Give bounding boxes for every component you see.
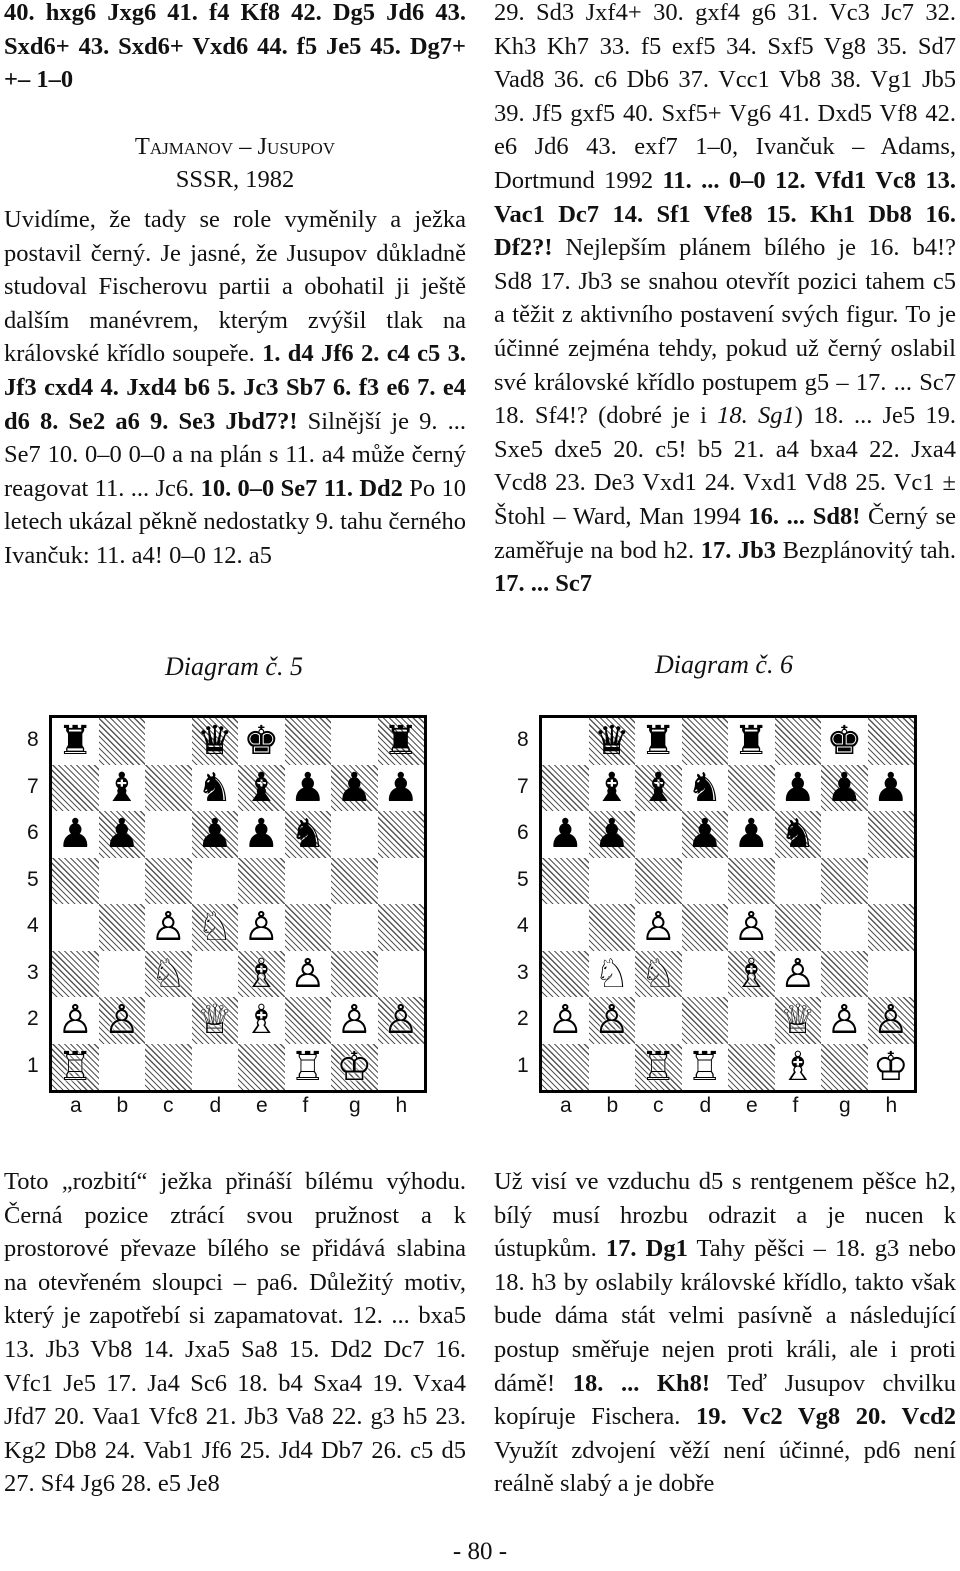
file-label: b bbox=[606, 1094, 619, 1117]
file-label: h bbox=[885, 1094, 898, 1117]
board-square bbox=[821, 904, 868, 951]
board-square bbox=[331, 858, 378, 905]
board-square bbox=[589, 904, 636, 951]
board-square bbox=[868, 904, 915, 951]
file-label: d bbox=[699, 1094, 712, 1117]
annotation-text: 29. Sd3 Jxf4+ 30. gxf4 g6 31. Vc3 Jc7 32. Kh3 Kh7 33. f5 exf5 34. Sxf5 Vg8 35. Sd7 Vad8 36. c6 Db6 37. Vcc1 Vb8 38. Vg1 Jb5 39. Jf5 gxf5 40. Sxf5+ Vg6 41. Dxd5 Vf8 42. e6 Jd6 43. exf7 1–0, Ivančuk – Adams, Dortmund 1992 bbox=[494, 0, 956, 194]
board-square bbox=[378, 1044, 425, 1091]
annotation-text: ) 18. ... Je5 19. Sxe5 dxe5 20. c5! b5 21. a4 bxa4 22. Jxa4 Vcd8 23. De3 Vxd1 24. Vxd1 Vd8 25. Vc1 ± Štohl – Ward, Man 1994 bbox=[494, 402, 957, 530]
board-square bbox=[821, 811, 868, 858]
board-square bbox=[821, 858, 868, 905]
game-annotation-continued bbox=[494, 0, 956, 601]
white-pawn-icon: ♙ bbox=[57, 997, 94, 1044]
white-knight-icon: ♘ bbox=[640, 950, 677, 997]
board-square bbox=[99, 951, 146, 998]
board-square bbox=[331, 811, 378, 858]
black-knight-icon: ♞ bbox=[196, 764, 233, 811]
rank-label: 3 bbox=[517, 960, 529, 984]
move-text-bold: 40. hxg6 Jxg6 41. f4 Kf8 42. Dg5 Jd6 43. Sxd6+ 43. Sxd6+ Vxd6 44. f5 Je5 45. Dg7+ +– 1–0 bbox=[4, 0, 466, 94]
annotation-text: Už visí ve vzduchu d5 s rentgenem pěšce h2, bílý musí hrozbu odrazit a je nucen k ústupkům. bbox=[494, 1168, 956, 1263]
game-title: Tajmanov – Jusupov bbox=[134, 132, 336, 160]
black-pawn-icon: ♟ bbox=[872, 764, 909, 811]
black-pawn-icon: ♟ bbox=[382, 764, 419, 811]
board-square bbox=[635, 858, 682, 905]
board-square bbox=[821, 1044, 868, 1091]
white-knight-icon: ♘ bbox=[150, 950, 187, 997]
file-label: e bbox=[256, 1094, 268, 1117]
board-square bbox=[145, 858, 192, 905]
board-square bbox=[378, 951, 425, 998]
white-pawn-icon: ♙ bbox=[733, 904, 770, 951]
diagram-5-caption: Diagram č. 5 bbox=[165, 652, 303, 681]
board-square bbox=[285, 718, 332, 765]
board-square bbox=[145, 997, 192, 1044]
annotation-text: Černý se zaměřuje na bod h2. bbox=[494, 502, 956, 564]
board-square bbox=[238, 858, 285, 905]
board-square bbox=[635, 811, 682, 858]
black-king-icon: ♚ bbox=[826, 718, 863, 765]
white-rook-icon: ♖ bbox=[289, 1043, 326, 1090]
board-square bbox=[775, 858, 822, 905]
board-square bbox=[868, 858, 915, 905]
annotation-text: Teď Jusupov chvilku kopíruje Fischera. bbox=[494, 1369, 957, 1431]
diagram-6-caption: Diagram č. 6 bbox=[655, 650, 793, 679]
annotation-left-bottom bbox=[4, 1165, 466, 1501]
black-queen-icon: ♛ bbox=[196, 718, 233, 765]
white-bishop-icon: ♗ bbox=[243, 997, 280, 1044]
board-square bbox=[682, 718, 729, 765]
annotation-right-bottom bbox=[494, 1165, 956, 1501]
board-square bbox=[145, 1044, 192, 1091]
black-knight-icon: ♞ bbox=[779, 811, 816, 858]
annotation-text: Uvidíme, že tady se role vyměnily a ježka postavil černý. Je jasné, že Jusupov důkladně studoval Fischerovu partii a obohatil ji ještě dalším manévrem, kterým zvýšil tlak na královské křídlo soupeře. bbox=[4, 205, 466, 368]
board-square bbox=[868, 951, 915, 998]
move-text-bold: 17. Jb3 bbox=[700, 536, 777, 564]
board-square bbox=[378, 904, 425, 951]
move-text-bold: 17. Dg1 bbox=[605, 1235, 688, 1263]
rank-label: 1 bbox=[517, 1053, 529, 1077]
board-square bbox=[682, 858, 729, 905]
black-pawn-icon: ♟ bbox=[103, 811, 140, 858]
board-square bbox=[589, 858, 636, 905]
board-square bbox=[728, 997, 775, 1044]
black-pawn-icon: ♟ bbox=[733, 811, 770, 858]
move-text-bold: 1. d4 Jf6 2. c4 c5 3. Jf3 cxd4 4. Jxd4 b6 5. Jc3 Sb7 6. f3 e6 7. e4 d6 8. Se2 a6 9. Se3 Jbd7?! bbox=[4, 340, 466, 435]
file-label: b bbox=[116, 1094, 129, 1117]
white-pawn-icon: ♙ bbox=[150, 904, 187, 951]
board-square bbox=[635, 997, 682, 1044]
file-label: d bbox=[209, 1094, 222, 1117]
annotation-text: Toto „rozbití“ ježka přináší bílému výhodu. Černá pozice ztrácí svou pružnost a k prostorové převaze bílého se přidává slabina na otevřeném sloupci – pa6. Důležitý motiv, který je zapotřebí si zapamatovat. 12. ... bxa5 13. Jb3 Vb8 14. Jxa5 Sa8 15. Dd2 Dc7 16. Vfc1 Je5 17. Ja4 Sc6 18. b4 Sxa4 19. Vxa4 Jfd7 20. Vaa1 Vfc8 21. Jb3 Va8 22. g3 h5 23. Kg2 Db8 24. Vab1 Jf6 25. Jd4 Db7 26. c5 d5 27. Sf4 Jg6 28. e5 Je8 bbox=[4, 1168, 466, 1498]
white-pawn-icon: ♙ bbox=[382, 997, 419, 1044]
annotation-text: Tahy pěšci – 18. g3 nebo 18. h3 by oslabily královské křídlo, takto však bude dáma stát velmi pasívně a následující postup směřuje nejen proti králi, ale i proti dámě! bbox=[494, 1235, 956, 1397]
rank-label: 1 bbox=[27, 1053, 39, 1077]
board-square bbox=[238, 1044, 285, 1091]
left-column-top bbox=[4, 0, 466, 573]
right-column-bottom bbox=[494, 1165, 956, 1501]
board-square bbox=[99, 718, 146, 765]
board-square bbox=[682, 951, 729, 998]
file-label: e bbox=[746, 1094, 758, 1117]
file-label: g bbox=[839, 1094, 851, 1117]
white-pawn-icon: ♙ bbox=[593, 997, 630, 1044]
white-queen-icon: ♕ bbox=[779, 997, 816, 1044]
move-text-italic: 18. Sg1 bbox=[717, 402, 795, 430]
board-square bbox=[682, 904, 729, 951]
move-text-bold: 11. ... 0–0 12. Vfd1 Vc8 13. Vac1 Dc7 14. Sf1 Vfe8 15. Kh1 Db8 16. Df2?! bbox=[494, 166, 957, 262]
board-square bbox=[145, 811, 192, 858]
board-square bbox=[192, 858, 239, 905]
board-square bbox=[99, 904, 146, 951]
black-bishop-icon: ♝ bbox=[593, 764, 630, 811]
black-pawn-icon: ♟ bbox=[243, 811, 280, 858]
annotation-text: Bezplánovitý tah. bbox=[776, 536, 956, 564]
page-number: - 80 - bbox=[452, 1538, 508, 1565]
black-queen-icon: ♛ bbox=[593, 718, 630, 765]
file-label: a bbox=[560, 1094, 572, 1117]
move-text-bold: 17. ... Sc7 bbox=[494, 570, 592, 598]
file-label: f bbox=[302, 1094, 309, 1117]
board-square bbox=[542, 1044, 589, 1091]
board-square bbox=[775, 904, 822, 951]
board-square bbox=[868, 718, 915, 765]
black-pawn-icon: ♟ bbox=[593, 811, 630, 858]
white-pawn-icon: ♙ bbox=[826, 997, 863, 1044]
chess-diagram-6 bbox=[539, 715, 917, 1093]
black-pawn-icon: ♟ bbox=[57, 811, 94, 858]
annotation-text: Využít zdvojení věží není účinné, pd6 není reálně slabý a je dobře bbox=[494, 1436, 956, 1498]
file-label: a bbox=[70, 1094, 82, 1117]
left-column-bottom bbox=[4, 1165, 466, 1501]
right-column-top bbox=[494, 0, 956, 601]
black-rook-icon: ♜ bbox=[382, 718, 419, 765]
board-square bbox=[542, 951, 589, 998]
board-square bbox=[542, 904, 589, 951]
black-pawn-icon: ♟ bbox=[547, 811, 584, 858]
white-bishop-icon: ♗ bbox=[779, 1043, 816, 1090]
black-knight-icon: ♞ bbox=[686, 764, 723, 811]
white-pawn-icon: ♙ bbox=[779, 950, 816, 997]
board-square bbox=[868, 811, 915, 858]
board-square bbox=[192, 1044, 239, 1091]
file-label: c bbox=[163, 1094, 174, 1117]
rank-label: 5 bbox=[517, 867, 529, 891]
file-label: f bbox=[792, 1094, 799, 1117]
black-bishop-icon: ♝ bbox=[243, 764, 280, 811]
board-square bbox=[378, 858, 425, 905]
board-square bbox=[775, 718, 822, 765]
rank-label: 6 bbox=[27, 821, 39, 844]
board-square bbox=[542, 858, 589, 905]
black-pawn-icon: ♟ bbox=[196, 811, 233, 858]
black-rook-icon: ♜ bbox=[57, 718, 94, 765]
board-square bbox=[145, 718, 192, 765]
white-pawn-icon: ♙ bbox=[289, 950, 326, 997]
board-square bbox=[331, 904, 378, 951]
annotation-text: Nejlepším plánem bílého je 16. b4!? Sd8 17. Jb3 se snahou otevřít pozici tahem c5 a těžit z aktivního postavení svých figur. To je účinné zejména tehdy, pokud už černý oslabil své královské křídlo postupem g5 – 17. ... Sc7 18. Sf4!? (dobré je i bbox=[494, 234, 956, 430]
white-king-icon: ♔ bbox=[336, 1043, 373, 1090]
black-pawn-icon: ♟ bbox=[336, 764, 373, 811]
rank-label: 4 bbox=[27, 914, 39, 937]
black-bishop-icon: ♝ bbox=[103, 764, 140, 811]
white-pawn-icon: ♙ bbox=[547, 997, 584, 1044]
board-square bbox=[52, 858, 99, 905]
white-pawn-icon: ♙ bbox=[336, 997, 373, 1044]
white-king-icon: ♔ bbox=[872, 1043, 909, 1090]
game-continuation bbox=[4, 0, 466, 97]
white-pawn-icon: ♙ bbox=[640, 904, 677, 951]
white-knight-icon: ♘ bbox=[593, 950, 630, 997]
board-square bbox=[285, 858, 332, 905]
black-pawn-icon: ♟ bbox=[779, 764, 816, 811]
board-square bbox=[52, 904, 99, 951]
black-rook-icon: ♜ bbox=[733, 718, 770, 765]
black-pawn-icon: ♟ bbox=[686, 811, 723, 858]
rank-label: 3 bbox=[27, 960, 39, 984]
board-square bbox=[728, 858, 775, 905]
white-rook-icon: ♖ bbox=[686, 1043, 723, 1090]
rank-label: 6 bbox=[517, 821, 529, 844]
black-pawn-icon: ♟ bbox=[826, 764, 863, 811]
annotation-text: Po 10 letech ukázal pěkně nedostatky 9. tahu černého Ivančuk: 11. a4! 0–0 12. a5 bbox=[4, 474, 466, 569]
board-square bbox=[378, 811, 425, 858]
black-pawn-icon: ♟ bbox=[289, 764, 326, 811]
board-square bbox=[99, 858, 146, 905]
rank-label: 5 bbox=[27, 867, 39, 891]
rank-label: 4 bbox=[517, 914, 529, 937]
board-square bbox=[728, 1044, 775, 1091]
white-pawn-icon: ♙ bbox=[243, 904, 280, 951]
game-annotation bbox=[4, 203, 466, 573]
board-square bbox=[542, 765, 589, 812]
board-square bbox=[192, 951, 239, 998]
white-bishop-icon: ♗ bbox=[733, 950, 770, 997]
board-square bbox=[285, 997, 332, 1044]
rank-label: 2 bbox=[517, 1007, 529, 1030]
black-rook-icon: ♜ bbox=[640, 718, 677, 765]
white-rook-icon: ♖ bbox=[640, 1043, 677, 1090]
move-text-bold: 10. 0–0 Se7 11. Dd2 bbox=[200, 474, 403, 502]
board-square bbox=[331, 951, 378, 998]
file-label: g bbox=[349, 1094, 361, 1117]
move-text-bold: 18. ... Kh8! bbox=[572, 1369, 710, 1397]
board-square bbox=[331, 718, 378, 765]
board-square bbox=[682, 997, 729, 1044]
rank-label: 2 bbox=[27, 1007, 39, 1030]
board-square bbox=[542, 718, 589, 765]
board-square bbox=[52, 951, 99, 998]
board-square bbox=[145, 765, 192, 812]
board-square bbox=[728, 765, 775, 812]
board-square bbox=[99, 1044, 146, 1091]
rank-label: 7 bbox=[27, 774, 39, 798]
chess-diagram-5 bbox=[49, 715, 427, 1093]
file-label: h bbox=[395, 1094, 408, 1117]
file-label: c bbox=[653, 1094, 664, 1117]
game-place: SSSR, 1982 bbox=[175, 166, 295, 194]
annotation-text: Silnější je 9. ... Se7 10. 0–0 0–0 a na plán s 11. a4 může černý reagovat 11. ... Jc6. bbox=[4, 407, 466, 502]
rank-label: 7 bbox=[517, 774, 529, 798]
rank-label: 8 bbox=[517, 728, 529, 751]
black-knight-icon: ♞ bbox=[289, 811, 326, 858]
board-square bbox=[821, 951, 868, 998]
rank-label: 8 bbox=[27, 728, 39, 751]
white-bishop-icon: ♗ bbox=[243, 950, 280, 997]
black-king-icon: ♚ bbox=[243, 718, 280, 765]
move-text-bold: 16. ... Sd8! bbox=[748, 502, 861, 530]
white-queen-icon: ♕ bbox=[196, 997, 233, 1044]
white-rook-icon: ♖ bbox=[57, 1043, 94, 1090]
board-square bbox=[589, 1044, 636, 1091]
white-pawn-icon: ♙ bbox=[872, 997, 909, 1044]
white-knight-icon: ♘ bbox=[196, 904, 233, 951]
white-pawn-icon: ♙ bbox=[103, 997, 140, 1044]
black-bishop-icon: ♝ bbox=[640, 764, 677, 811]
board-square bbox=[285, 904, 332, 951]
move-text-bold: 19. Vc2 Vg8 20. Vcd2 bbox=[696, 1403, 956, 1431]
board-square bbox=[52, 765, 99, 812]
